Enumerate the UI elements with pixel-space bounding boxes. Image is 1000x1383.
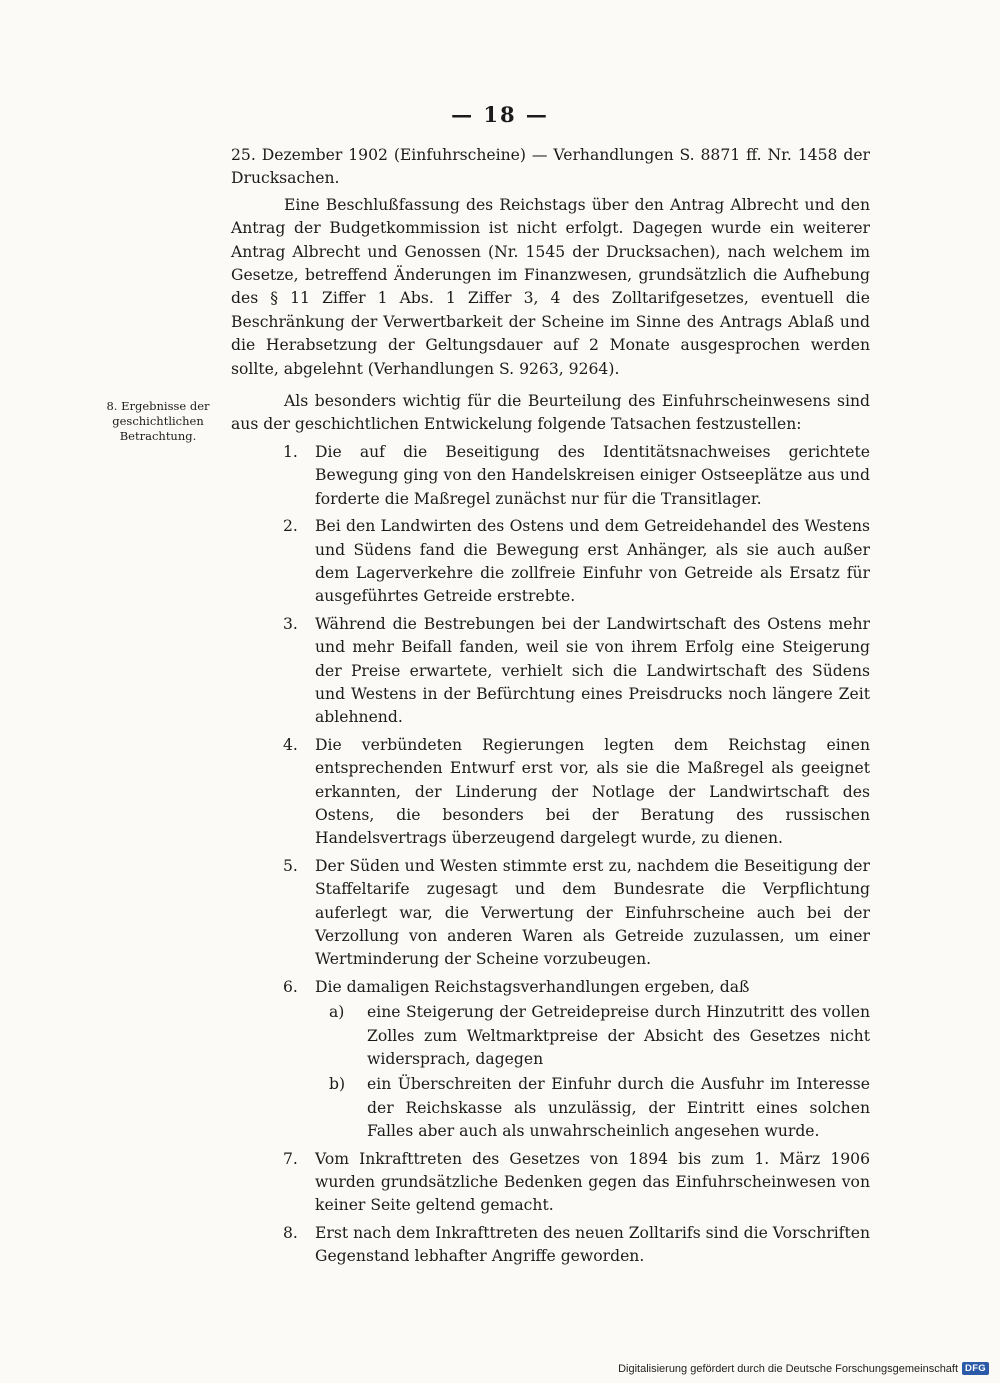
- list-item-number: 2.: [283, 517, 298, 536]
- list-item-text: Während die Bestrebungen bei der Landwirtschaft des Ostens mehr und mehr Beifall fanden, weil sie von ihrem Erfolg eine Steigerung der Preise erwartete, verhielt sich die Landwirtschaft des Südens und Westens in der Befürchtung eines Preisdrucks noch längere Zeit ablehnend.: [315, 614, 870, 727]
- list-item-number: 8.: [283, 1223, 298, 1242]
- list-item: [231, 734, 870, 851]
- sub-list-item-text: ein Überschreiten der Einfuhr durch die Ausfuhr im Interesse der Reichskasse als unzulässig, der Eintritt eines solchen Falles aber auch als unwahrscheinlich angesehen wurde.: [367, 1075, 870, 1141]
- sub-list-item-letter: a): [329, 1003, 345, 1022]
- list-item: [231, 855, 870, 972]
- dfg-footer-text: Digitalisierung gefördert durch die Deutsche Forschungsgemeinschaft: [618, 1362, 959, 1375]
- list-item-text: Vom Inkrafttreten des Gesetzes von 1894 bis zum 1. März 1906 wurden grundsätzliche Bedenken gegen das Einfuhrscheinwesen von keiner Seite geltend gemacht.: [315, 1149, 870, 1215]
- list-item-text: Erst nach dem Inkrafttreten des neuen Zolltarifs sind die Vorschriften Gegenstand lebhafter Angriffe geworden.: [315, 1223, 870, 1266]
- list-item-text: Der Süden und Westen stimmte erst zu, nachdem die Beseitigung der Staffeltarife zugesagt und dem Bundesrate die Verpflichtung auferlegt war, die Verwertung der Einfuhrscheine auch bei der Verzollung von anderen Waren als Getreide zuzulassen, um einer Wertminderung der Scheine vorzubeugen.: [315, 856, 870, 969]
- list-item: [231, 613, 870, 730]
- page-number: — 18 —: [451, 102, 549, 127]
- body-text: [231, 144, 870, 1269]
- list-item: [231, 976, 870, 999]
- list-item: [231, 515, 870, 609]
- dfg-logo-icon: DFG: [962, 1362, 989, 1375]
- list-item-number: 5.: [283, 856, 298, 875]
- continuation-paragraph: 25. Dezember 1902 (Einfuhrscheine) — Verhandlungen S. 8871 ff. Nr. 1458 der Drucksachen.: [231, 146, 870, 188]
- sub-list-item-letter: b): [329, 1075, 346, 1094]
- numbered-list: [231, 441, 870, 1269]
- beschluss-paragraph: Eine Beschlußfassung des Reichstags über den Antrag Albrecht und den Antrag der Budgetkommission ist nicht erfolgt. Dagegen wurde ein weiterer Antrag Albrecht und Genossen (Nr. 1545 der Drucksachen), nach welchem im Gesetze, betreffend Änderungen im Finanzwesen, grundsätzlich die Aufhebung des § 11 Ziffer 1 Abs. 1 Ziffer 3, 4 des Zolltarifgesetzes, eventuell die Beschränkung der Verwertbarkeit der Scheine im Sinne des Antrags Ablaß und die Herabsetzung der Geltungsdauer auf 2 Monate ausgesprochen werden sollte, abgelehnt (Verhandlungen S. 9263, 9264).: [231, 195, 870, 378]
- list-item: [231, 441, 870, 511]
- list-item-number: 4.: [283, 735, 298, 754]
- sub-list-item-text: eine Steigerung der Getreidepreise durch Hinzutritt des vollen Zolles zum Weltmarktpreise der Absicht des Gesetzes nicht widersprach, dagegen: [367, 1003, 870, 1069]
- margin-note: 8. Ergebnisse der geschichtlichen Betrachtung.: [106, 399, 210, 444]
- lead-paragraph: Als besonders wichtig für die Beurteilung des Einfuhrscheinwesens sind aus der geschichtlichen Entwickelung folgende Tatsachen festzustellen:: [231, 392, 870, 434]
- list-item-text: Die damaligen Reichstagsverhandlungen ergeben, daß: [315, 977, 750, 996]
- list-item-number: 3.: [283, 614, 298, 633]
- list-item-text: Bei den Landwirten des Ostens und dem Getreidehandel des Westens und Südens fand die Bewegung erst Anhänger, als sie auch außer dem Lagerverkehre die zollfreie Einfuhr von Getreide als Ersatz für ausgeführtes Getreide erstrebte.: [315, 517, 870, 606]
- list-item-number: 6.: [283, 977, 298, 996]
- list-item: [231, 1148, 870, 1218]
- list-item: [231, 1222, 870, 1269]
- list-item-number: 7.: [283, 1149, 298, 1168]
- list-item-number: 1.: [283, 442, 298, 461]
- list-item-text: Die auf die Beseitigung des Identitätsnachweises gerichtete Bewegung ging von den Handelskreisen einiger Ostseeplätze aus und forderte die Maßregel zunächst nur für die Transitlager.: [315, 442, 870, 508]
- sub-list-item: [231, 1001, 870, 1071]
- dfg-footer: [618, 1362, 989, 1375]
- sub-list-item: [231, 1073, 870, 1143]
- list-item-text: Die verbündeten Regierungen legten dem Reichstag einen entsprechenden Entwurf erst vor, als sie die Maßregel als geeignet erkannten, der Linderung der Notlage der Landwirtschaft des Ostens, die besonders bei der Beratung des russischen Handelsvertrags überzeugend dargelegt wurde, zu dienen.: [315, 735, 870, 848]
